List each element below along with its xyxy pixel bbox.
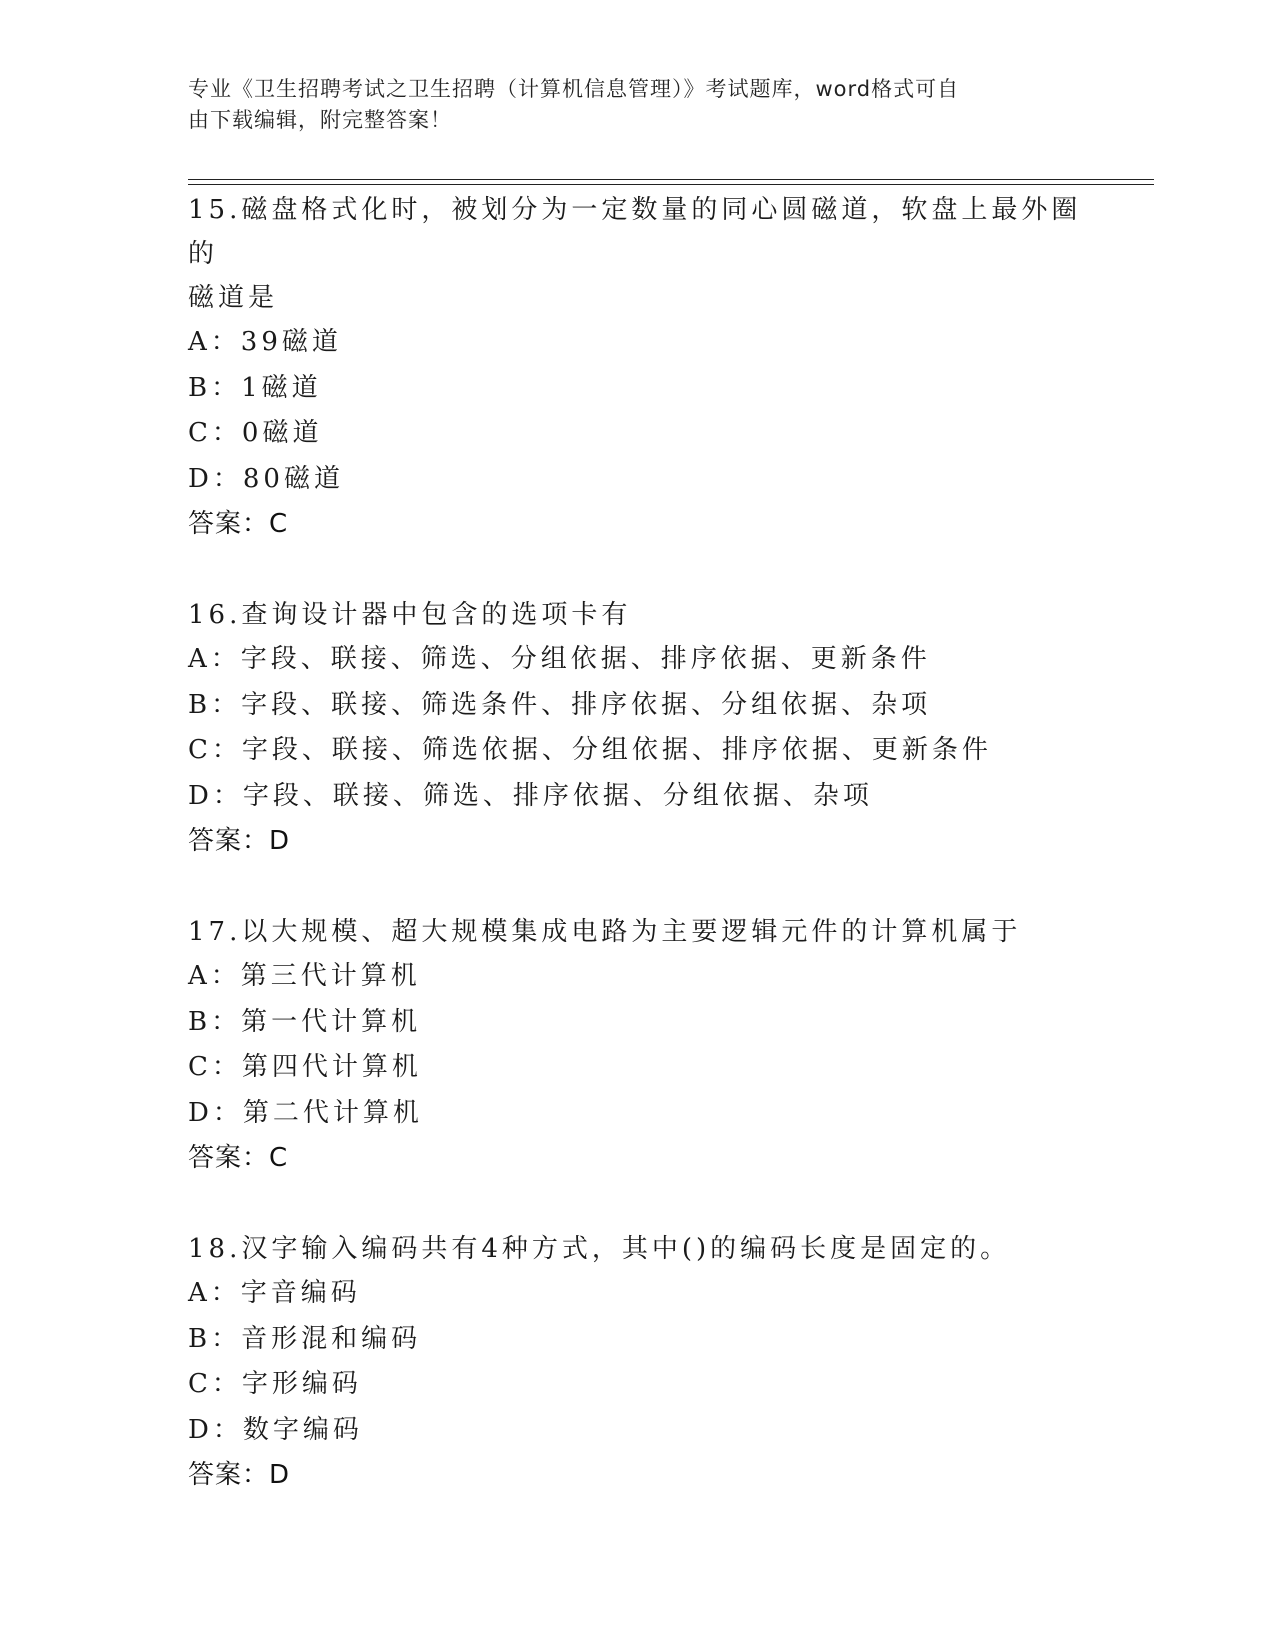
option-b [188, 683, 1088, 729]
option-text: 0磁道 [241, 418, 323, 448]
question-stem: 17.以大规模、超大规模集成电路为主要逻辑元件的计算机属于 [188, 917, 1022, 947]
question-stem-continued: 磁道是 [188, 283, 279, 313]
option-key: A： [188, 327, 241, 357]
option-text: 39磁道 [240, 327, 342, 357]
option-key: A： [188, 1278, 241, 1308]
option-text: 数字编码 [242, 1414, 363, 1445]
option-text: 字段、联接、筛选、排序依据、分组依据、杂项 [242, 780, 873, 811]
option-key: D： [188, 1414, 243, 1445]
option-c [188, 1045, 1088, 1091]
option-a [188, 954, 1088, 1000]
header-divider-top [188, 179, 1154, 180]
option-text: 字形编码 [241, 1369, 362, 1399]
option-key: C： [188, 1052, 242, 1082]
question-15 [188, 188, 1088, 547]
option-b [188, 1317, 1088, 1363]
option-text: 第四代计算机 [241, 1052, 422, 1082]
option-d [188, 1408, 1088, 1454]
answer-line: 答案：D [188, 826, 291, 856]
answer-line: 答案：D [188, 1460, 291, 1490]
header-line-1: 专业《卫生招聘考试之卫生招聘（计算机信息管理）》考试题库，word格式可自 [188, 77, 960, 101]
option-text: 字音编码 [240, 1278, 361, 1308]
option-key: B： [188, 372, 242, 403]
option-key: C： [188, 418, 242, 448]
option-d [188, 457, 1088, 503]
question-17 [188, 910, 1088, 1181]
question-16 [188, 593, 1088, 864]
option-text: 第一代计算机 [241, 1006, 422, 1037]
option-a [188, 637, 1088, 683]
option-key: A： [188, 961, 241, 991]
option-text: 字段、联接、筛选依据、分组依据、排序依据、更新条件 [241, 735, 992, 765]
option-key: B： [188, 1006, 242, 1037]
option-key: B： [188, 1323, 242, 1354]
header-divider-bottom [188, 184, 1154, 185]
answer-line: 答案：C [188, 1143, 289, 1173]
question-stem: 15.磁盘格式化时，被划分为一定数量的同心圆磁道，软盘上最外圈的 [188, 195, 1082, 269]
option-key: D： [188, 1097, 243, 1128]
option-text: 80磁道 [242, 463, 344, 494]
question-stem: 18.汉字输入编码共有4种方式，其中()的编码长度是固定的。 [188, 1234, 1011, 1264]
option-a [188, 1271, 1088, 1317]
option-b [188, 1000, 1088, 1046]
document-header [188, 74, 1088, 136]
option-c [188, 728, 1088, 774]
answer-line: 答案：C [188, 509, 289, 539]
option-text: 音形混和编码 [241, 1323, 422, 1354]
option-c [188, 411, 1088, 457]
option-key: C： [188, 1369, 242, 1399]
header-line-2: 由下载编辑，附完整答案！ [188, 108, 452, 132]
option-text: 第二代计算机 [242, 1097, 423, 1128]
question-18 [188, 1227, 1088, 1498]
option-key: D： [188, 463, 243, 494]
option-text: 第三代计算机 [240, 961, 421, 991]
option-d [188, 1091, 1088, 1137]
option-key: B： [188, 689, 242, 720]
option-key: A： [188, 644, 241, 674]
option-text: 字段、联接、筛选、分组依据、排序依据、更新条件 [240, 644, 931, 674]
question-stem: 16.查询设计器中包含的选项卡有 [188, 600, 632, 630]
option-c [188, 1362, 1088, 1408]
option-text: 1磁道 [241, 372, 322, 403]
question-list [188, 188, 1088, 1544]
option-key: C： [188, 735, 242, 765]
option-b [188, 366, 1088, 412]
option-a [188, 320, 1088, 366]
option-text: 字段、联接、筛选条件、排序依据、分组依据、杂项 [241, 689, 932, 720]
option-key: D： [188, 780, 243, 811]
option-d [188, 774, 1088, 820]
